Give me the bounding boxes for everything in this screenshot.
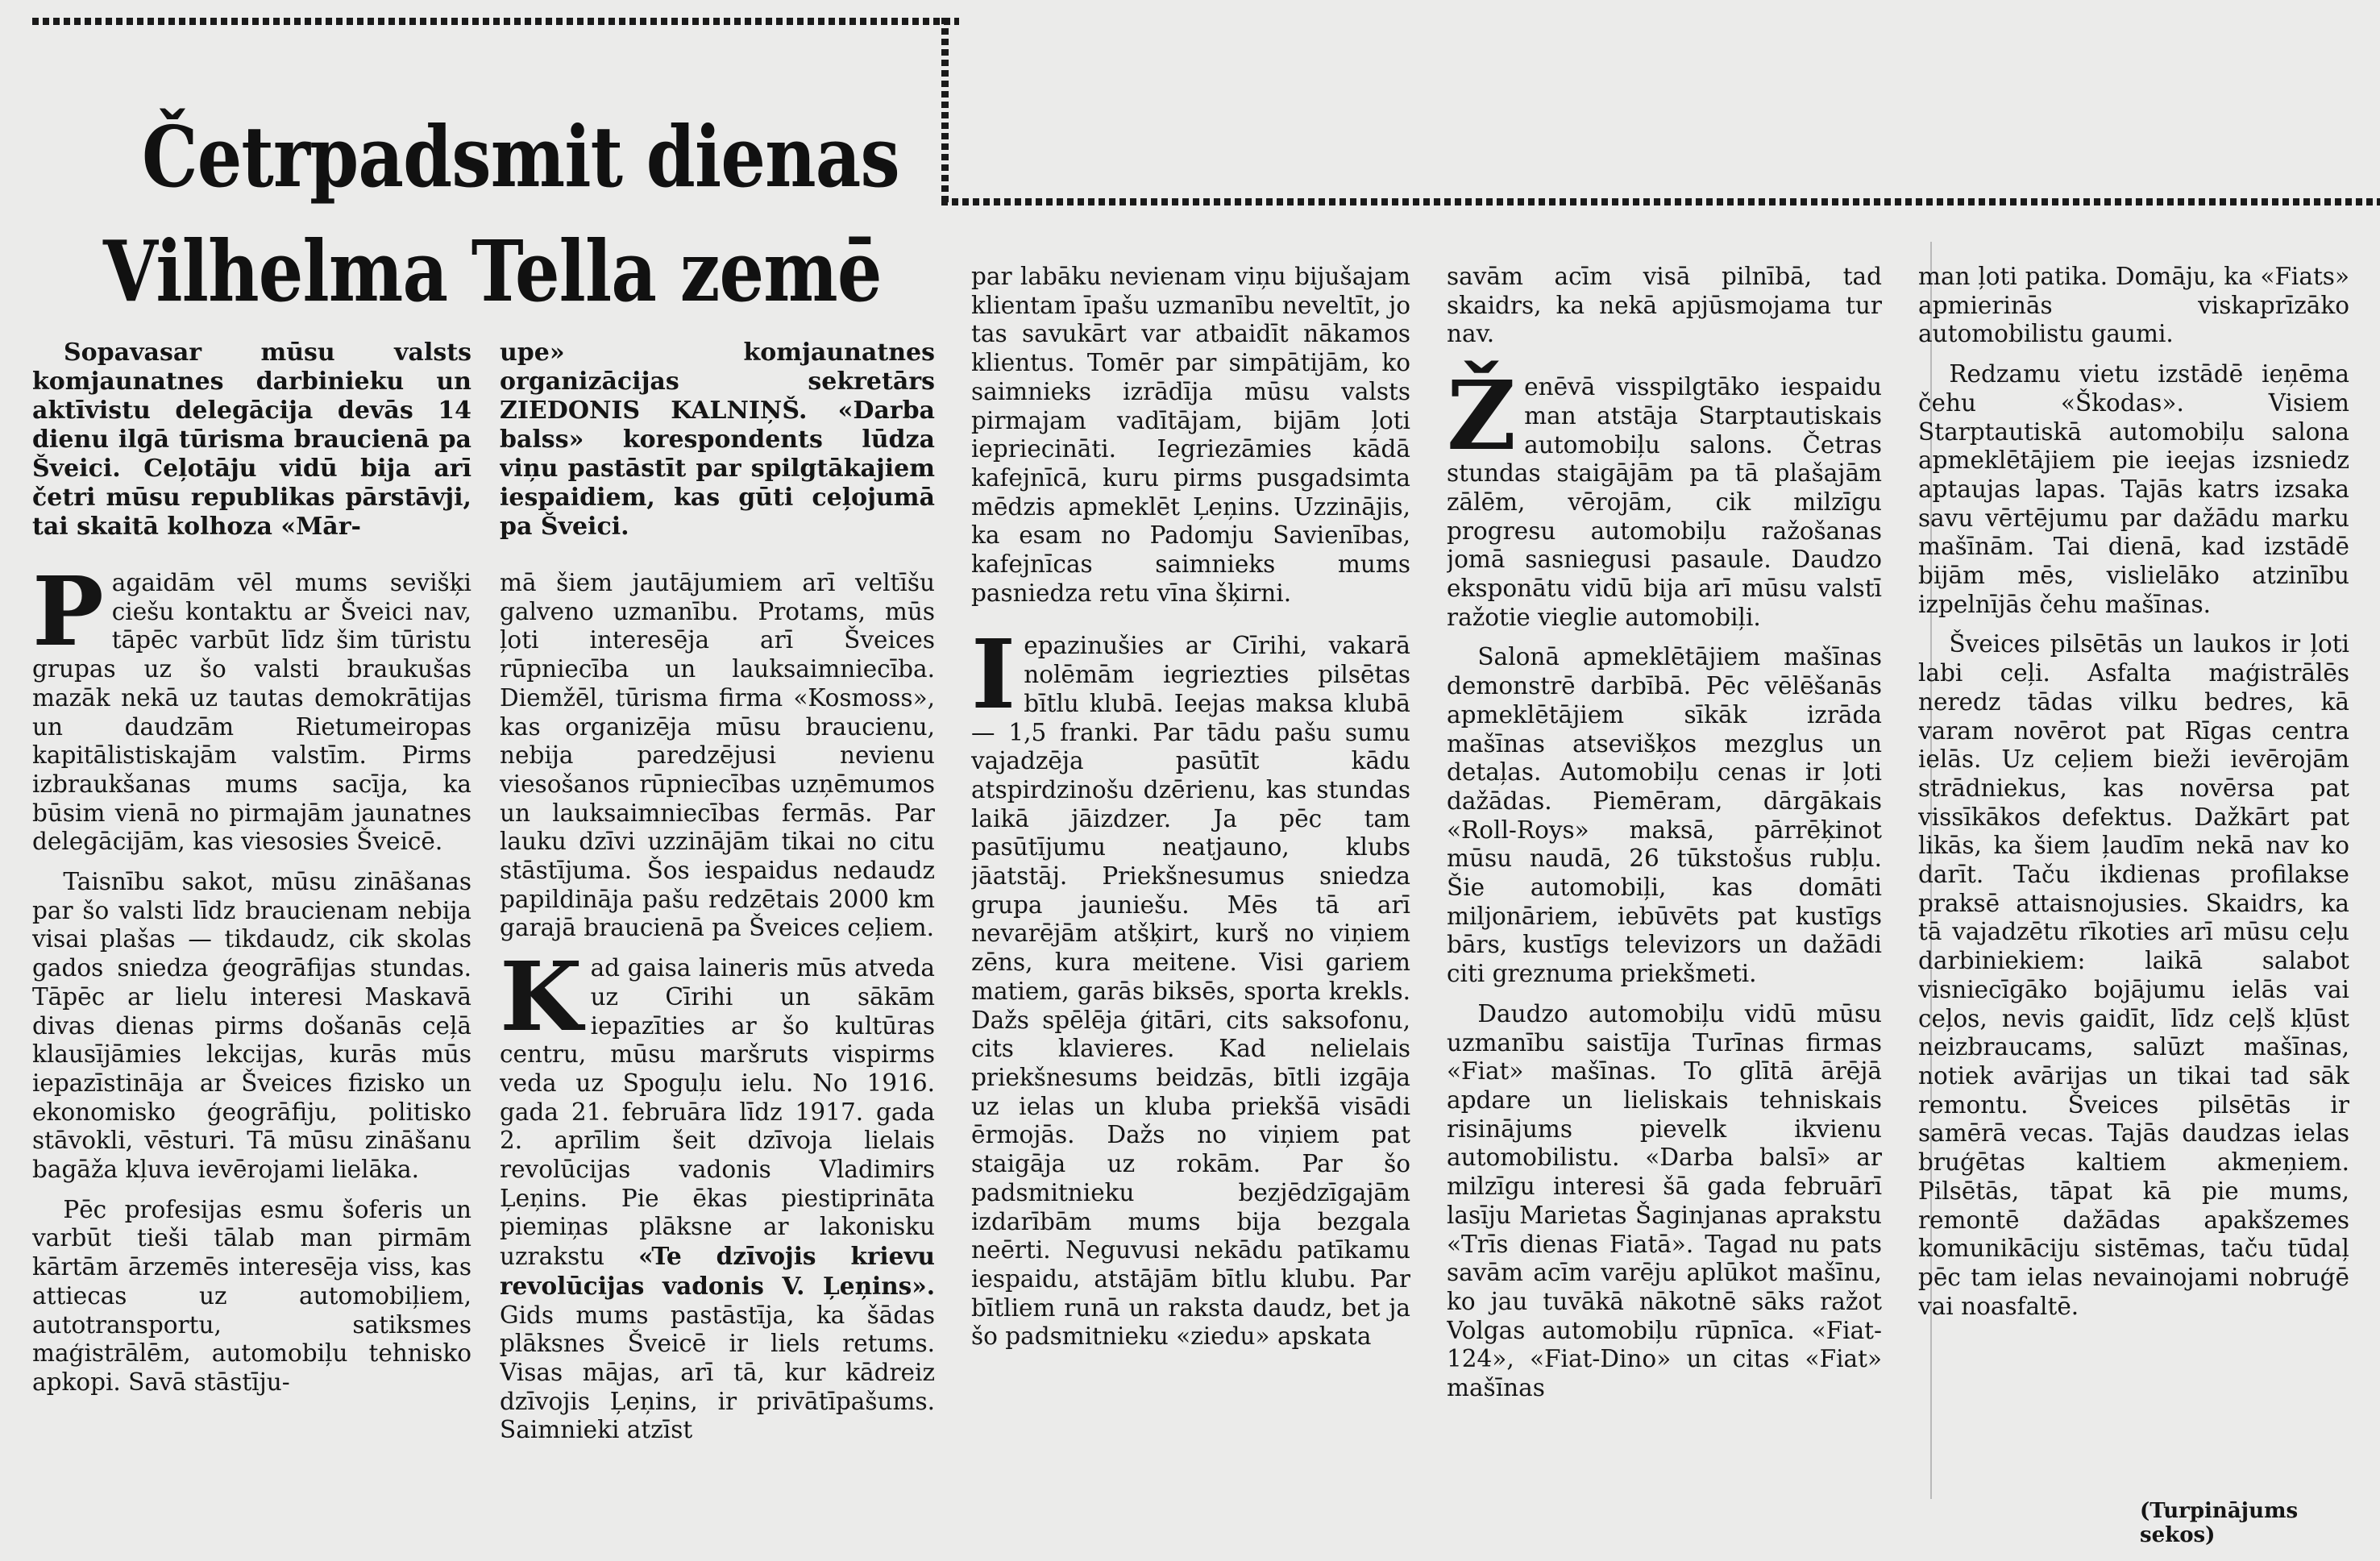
title-frame-right [941,18,949,205]
col4-paragraph-3: Salonā apmeklētājiem mašīnas demonstrē darbībā. Pēc vēlēšanās apmeklētājiem sīkāk izrāda mašīnas atsevišķos mezglus un detaļas. Automobiļu cenas ir ļoti dažādas. Piemēram, dārgākais «Roll-Roys» maksā, pārrēķinot mūsu naudā, 26 tūkstošus rubļu. Šie automobiļi, kas domāti miljonāriem, iebūvēts pat kustīgs bārs, kustīgs televizors un dažādi citi greznuma priekšmeti. [1447,643,1882,988]
column-5 [1918,263,2349,1472]
col5-paragraph-3: Šveices pilsētās un laukos ir ļoti labi ceļi. Asfalta maģistrālēs neredz tādas vilku bedres, kā varam novērot pat Rīgas centra ielās. Uz ceļiem bieži ievērojām strādniekus, kas novērsa pat vissīkākos defektus. Dažkārt pat likās, ka šiem ļaudīm nekā nav ko darīt. Taču ikdienas profilakse praksē attaisnojusies. Skaidrs, ka tā vajadzētu rīkoties arī mūsu ceļu darbiniekiem: laikā salabot visniecīgāko bojājumu ielās vai ceļos, nevis gaidīt, līdz ceļš kļūst neizbraucams, salūzt mašīnas, notiek avārijas un tikai tad sāk remontu. Šveices pilsētās ir samērā vecas. Tajās daudzas ielas bruģētas kaltiem akmeņiem. Pilsētās, tāpat kā pie mums, remontē dažādas apakšzemes komunikāciju sistēmas, taču tūdaļ pēc tam ielas nevainojami nobruģē vai noasfaltē. [1918,630,2349,1320]
col5-paragraph-1: man ļoti patika. Domāju, ka «Fiats» apmierinās viskaprīzāko automobilistu gaumi. [1918,263,2349,348]
column-4 [1447,263,1882,1520]
column-2 [500,569,935,1520]
col4-paragraph-1: savām acīm visā pilnībā, tad skaidrs, ka nekā apjūsmojama tur nav. [1447,263,1882,348]
col5-paragraph-2: Redzamu vietu izstādē ieņēma čehu «Škodas». Visiem Starptautiskā automobiļu salona apmeklētājiem pie ieejas izsniedz aptaujas lapas. Tajās katrs izsaka savu vērtējumu par dažādu marku mašīnām. Tai dienā, kad izstādē bijām mēs, vislielāko atzinību izpelnījās čehu mašīnas. [1918,360,2349,618]
headline-line-1: Četrpadsmit dienas [142,107,899,206]
title-frame-top [32,18,959,25]
col1-paragraph-3: Pēc profesijas esmu šoferis un varbūt tieši tālab man pirmām kārtām ārzemēs interesēja viss, kas attiecas uz automobiļiem, autotransportu, satiksmes maģistrālēm, automobiļu tehnisko apkopi. Savā stāstīju- [32,1195,471,1396]
column-3 [971,263,1410,1520]
title-frame-bottom [941,198,2380,206]
intro-block-right [500,338,935,564]
intro-block-left [32,338,471,564]
headline-line-2: Vilhelma Tella zemē [103,222,882,321]
col3-paragraph-1: par labāku nevienam viņu bijušajam klientam īpašu uzmanību neveltīt, jo tas savukārt var atbaidīt nākamos klientus. Tomēr par simpātijām, ko saimnieks izrādīja mūsu valsts pirmajam vadītājam, bijām ļoti iepriecināti. Iegriezāmies kādā kafejnīcā, kuru pirms pusgadsimta mēdzis apmeklēt Ļeņins. Uzzinājis, ka esam no Padomju Savienības, kafejnīcas saimnieks mums pasniedza retu vīna šķirni. [971,263,1410,607]
col2-paragraph-1: mā šiem jautājumiem arī veltīšu galveno uzmanību. Protams, mūs ļoti interesēja arī Šveices rūpniecība un lauksaimniecība. Diemžēl, tūrisma firma «Kosmoss», kas organizēja mūsu braucienu, nebija paredzējusi nevienu viesošanos rūpniecības uzņēmumos un lauksaimniecības fermās. Par lauku dzīvi uzzinājām tikai no citu stāstījuma. Šos iespaidus nedaudz papildināja pašu redzētais 2000 km garajā braucienā pa Šveices ceļiem. [500,569,935,942]
intro-part-2: upe» komjaunatnes organizācijas sekretārs ZIEDONIS KALNIŅŠ. «Darba balss» korespondents lūdza viņu pastāstīt par spilgtākajiem iespaidiem, kas gūti ceļojumā pa Šveici. [500,338,935,541]
column-1 [32,569,471,1520]
drop-cap-p: P [32,569,104,667]
col4-paragraph-2: Ženēvā visspilgtāko iespaidu man atstāja Starptautiskais automobiļu salons. Četras stundas staigājām pa tā plašajām zālēm, vērojām, cik milzīgu progresu automobiļu ražošanas jomā sasniegusi pasaule. Daudzo eksponātu vidū bija arī mūsu valstī ražotie vieglie automobiļi. [1447,359,1882,631]
bleed-through-area [967,16,1451,177]
drop-cap-z: Ž [1447,359,1517,472]
col3-paragraph-2: Iepazinušies ar Cīrihi, vakarā nolēmām iegriezties pilsētas bītlu klubā. Ieejas maksa klubā — 1,5 franki. Par tādu pašu sumu vajadzēja pasūtīt kādu atspirdzinošu dzērienu, kas stundas laikā jāizdzer. Ja pēc tam pasūtījumu neatjauno, klubs jāatstāj. Priekšnesumus sniedza grupa jauniešu. Mēs tā arī nevarējām atšķirt, kurš no viņiem zēns, kura meitene. Visi gariem matiem, garās biksēs, sporta krekls. Dažs spēlēja ģitāri, cits saksofonu, cits klavieres. Kad nelielais priekšnesums beidzās, bītli izgāja uz ielas un kluba priekšā visādi ērmojās. Dažs no viņiem pat staigāja uz rokām. Par šo padsmitnieku bezjēdzīgajām izdarībām mums bija bezgala neērti. Neguvusi nekādu patīkamu iespaidu, atstājām bītlu klubu. Par bītliem runā un raksta daudz, bet ja šo padsmitnieku «ziedu» apskata [971,618,1410,1351]
intro-part-1: Sopavasar mūsu valsts komjaunatnes darbinieku un aktīvistu delegācija devās 14 dienu ilgā tūrisma braucienā pa Šveici. Ceļotāju vidū bija arī četri mūsu republikas pārstāvji, tai skaitā kolhoza «Mār- [32,338,471,541]
col1-paragraph-1: Pagaidām vēl mums sevišķi ciešu kontaktu ar Šveici nav, tāpēc varbūt līdz šim tūristu grupas uz šo valsti braukušas mazāk nekā uz tautas demokrātijas un daudzām Rietumeiropas kapitālistiskajām valstīm. Pirms izbraukšanas mums sacīja, ka būsim vienā no pirmajām jaunatnes delegācijām, kas viesosies Šveicē. [32,569,471,856]
drop-cap-k: K [500,940,583,1053]
col1-paragraph-2: Taisnību sakot, mūsu zināšanas par šo valsti līdz braucienam nebija visai plašas — tikdaudz, cik skolas gados sniedza ģeogrāfijas stundas. Tāpēc ar lielu interesi Maskavā divas dienas pirms došanās ceļā klausījāmies lekcijas, kurās mūs iepazīstināja ar Šveices fizisko un ekonomisko ģeogrāfiju, politisko stāvokli, vēsturi. Tā mūsu zināšanu bagāža kļuva ievērojami lielāka. [32,868,471,1184]
plaque-inscription: «Te dzīvojis krievu revolūcijas vadonis V. Ļeņins». [500,1242,935,1300]
col4-paragraph-4: Daudzo automobiļu vidū mūsu uzmanību saistīja Turīnas firmas «Fiat» mašīnas. To glītā ārējā apdare un lieliskais tehniskais risinājums pievelk ikvienu automobilistu. «Darba balsī» ar milzīgu interesi šā gada februārī lasīju Marietas Šaginjanas aprakstu «Trīs dienas Fiatā». Tagad nu pats savām acīm varēju aplūkot mašīnu, ko jau tuvākā nākotnē sāks ražot Volgas automobiļu rūpnīca. «Fiat-124», «Fiat-Dino» un citas «Fiat» mašīnas [1447,999,1882,1402]
col2-paragraph-2: Kad gaisa laineris mūs atveda uz Cīrihi un sākām iepazīties ar šo kultūras centru, mūsu maršruts vispirms veda uz Spoguļu ielu. No 1916. gada 21. februāra līdz 1917. gada 2. aprīlim šeit dzīvoja lielais revolūcijas vadonis Vladimirs Ļeņins. Pie ēkas piestiprināta piemiņas plāksne ar lakonisku uzrakstu «Te dzīvojis krievu revolūcijas vadonis V. Ļeņins». Gids mums pastāstīja, ka šādas plāksnes Šveicē ir liels retums. Visas mājas, arī tā, kur kādreiz dzīvojis Ļeņins, ir privātīpašums. Saimnieki atzīst [500,940,935,1444]
drop-cap-i: I [971,618,1016,731]
continued-note: (Turpinājums sekos) [2140,1499,2299,1547]
